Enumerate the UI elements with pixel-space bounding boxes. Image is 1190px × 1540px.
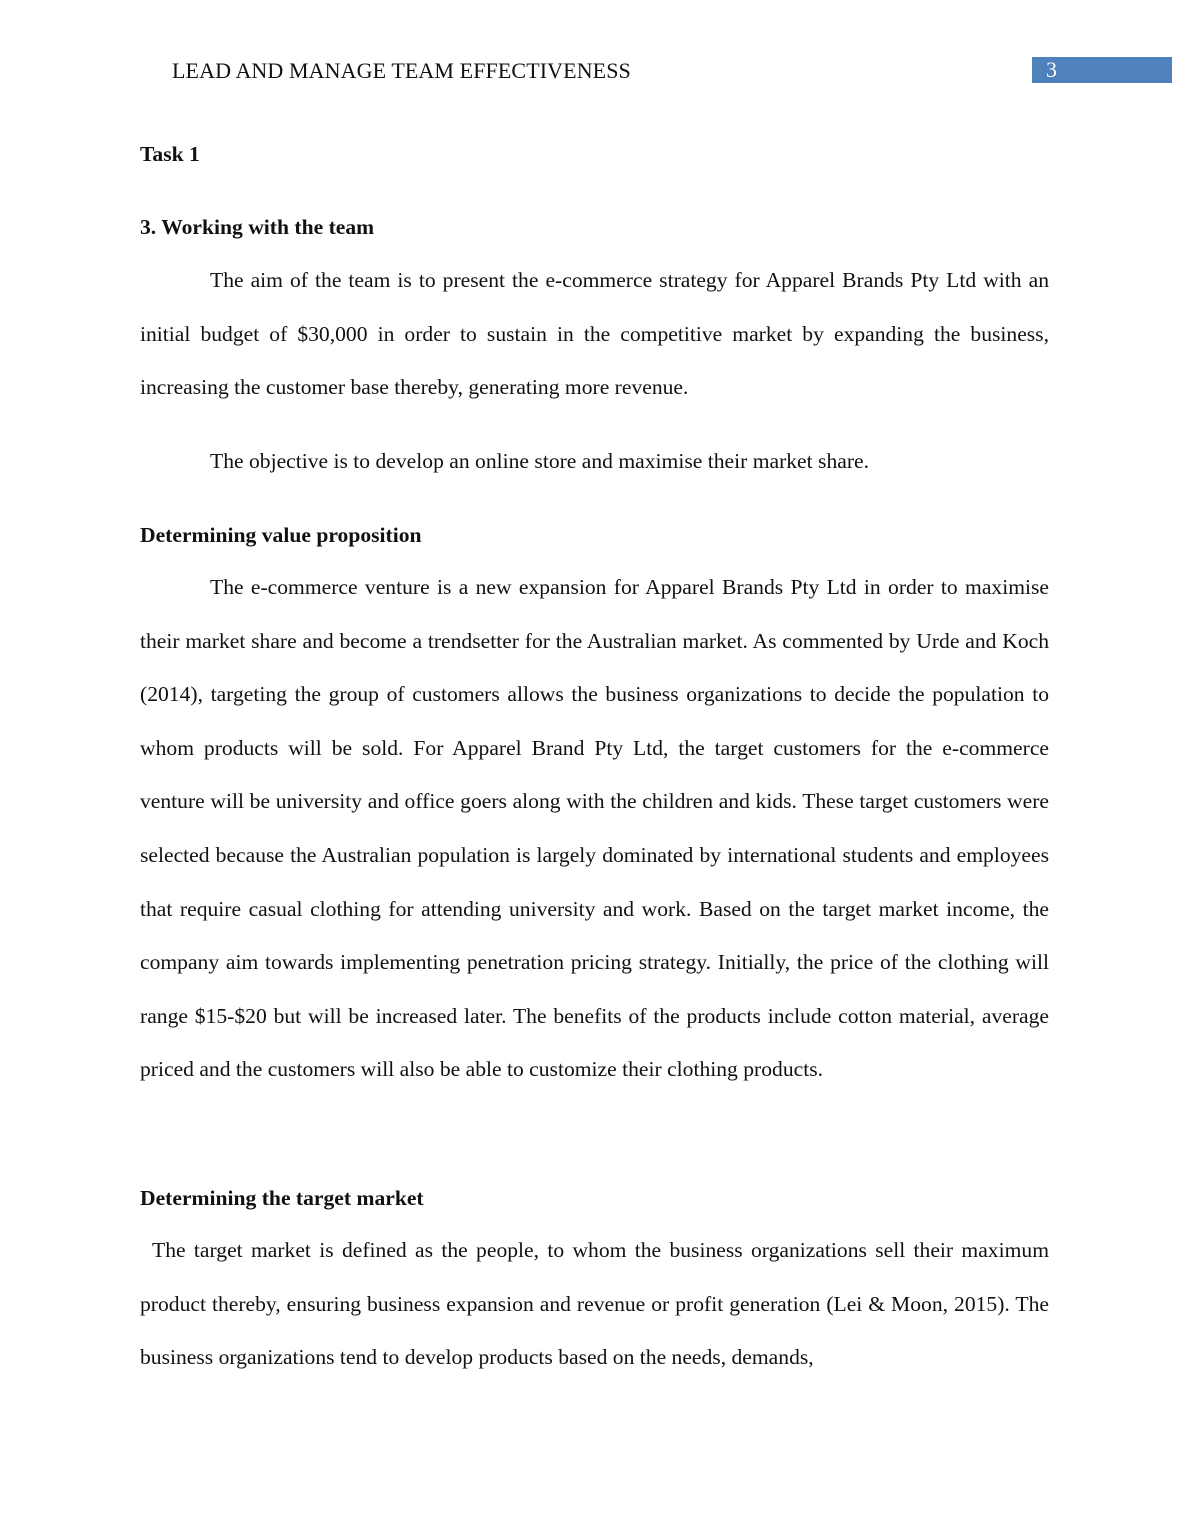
page-number-box [1032,57,1172,83]
objective-paragraph: The objective is to develop an online store and maximise their market share. [210,449,869,473]
task-heading: Task 1 [140,142,200,166]
aim-paragraph: The aim of the team is to present the e-commerce strategy for Apparel Brands Pty Ltd with an initial budget of $30,000 in order to sustain in the competitive market by expanding the business, increasing the customer base thereby, generating more revenue. [140,268,1049,400]
page-number: 3 [1046,57,1057,82]
target-market-heading: Determining the target market [140,1186,424,1210]
section-heading: 3. Working with the team [140,215,375,239]
target-market-paragraph: The target market is defined as the people, to whom the business organizations sell their maximum product thereby, ensuring business expansion and revenue or profit generation (Lei & Moon, 2015). The business organizations tend to develop products based on the needs, demands, [140,1238,1049,1370]
running-header-title: LEAD AND MANAGE TEAM EFFECTIVENESS [172,58,631,83]
value-proposition-paragraph: The e-commerce venture is a new expansion for Apparel Brands Pty Ltd in order to maximise their market share and become a trendsetter for the Australian market. As commented by Urde and Koch (2014), targeting the group of customers allows the business organizations to decide the population to whom products will be sold. For Apparel Brand Pty Ltd, the target customers for the e-commerce venture will be university and office goers along with the children and kids. These target customers were selected because the Australian population is largely dominated by international students and employees that require casual clothing for attending university and work. Based on the target market income, the company aim towards implementing penetration pricing strategy. Initially, the price of the clothing will range $15-$20 but will be increased later. The benefits of the products include cotton material, average priced and the customers will also be able to customize their clothing products. [140,575,1049,1082]
value-proposition-heading: Determining value proposition [140,523,422,547]
